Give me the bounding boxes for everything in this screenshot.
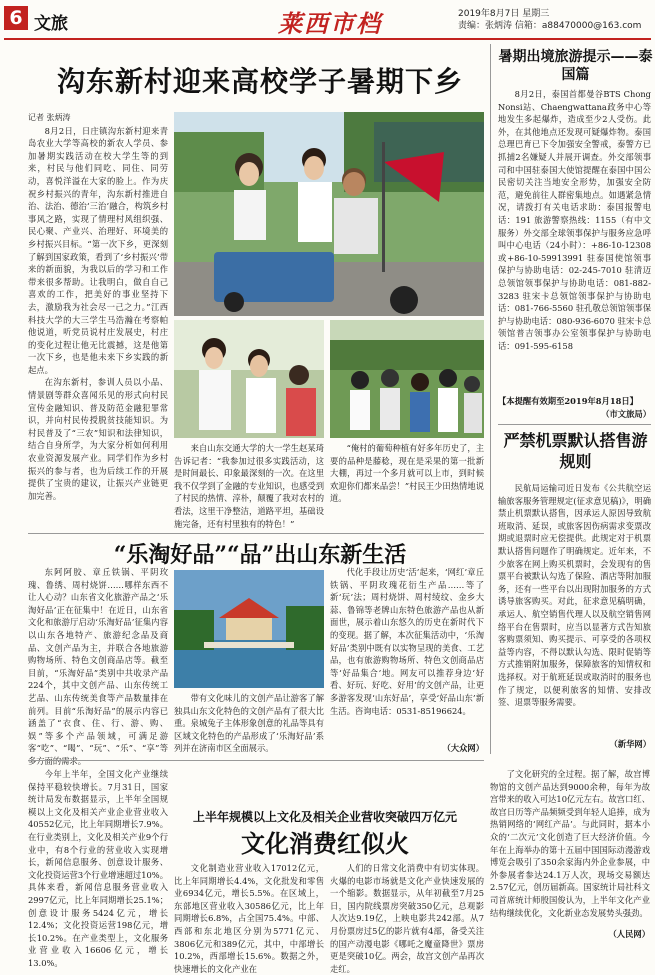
article1-byline: 记者 张炳涛 [28, 113, 71, 122]
article3-col3-text: 人们的日常文化消费中有切实体现。火爆的电影市场就是文化产业快速发展的一个缩影。数据显示，从年初截至7月25日，国内院线票房突破350亿元，总观影人次达9.19亿，上映电影共242部。从7月份票房过5亿的影片就有4部，备受关注的国产动漫电影《哪吒之魔童降世》票房更是突破10亿。两会，故宫文创产品再次走红。 [330, 863, 484, 974]
page-header [0, 0, 655, 40]
sidebar1-title: 暑期出境旅游提示——泰国篇 [498, 49, 653, 83]
editor-info: 责编：张炳涛 信箱：a88470000@163.com [458, 21, 642, 31]
section-name: 文旅 [34, 14, 68, 34]
page-number: 6 [4, 6, 28, 30]
sidebar-divider [490, 44, 491, 754]
article1-headline: 沟东新村迎来高校学子暑期下乡 [56, 65, 463, 98]
article3-col2-text: 文化制造业营业收入17012亿元，比上年同期增长4.4%，文化批发和零售业6934亿元，增长5.5%。在区域上，东部地区营业收入30586亿元，比上年同期增长6.8%，占全国75.4%。中部、西部和东北地区分别为5771亿元、3806亿元和389亿元，其中，中部增长10.2%，西部增长15.6%。数据之外，快速增长的文化产业在 [174, 863, 324, 974]
photo-chinese-pavilion [174, 570, 324, 688]
article2-col2-text: 带有文化味儿的文创产品让游客了解独具山东文化特色的文创产品有了很大比重。泉城兔子主体形象创意的礼品等具有区域文化特色的产品形成了‘乐淘好品’系列并在济南市区全面展示。 [174, 693, 324, 754]
article3-col1-text: 今年上半年，全国文化产业继续保持平稳较快增长。7月31日，国家统计局发布数据显示，上半年全国规模以上文化及相关产业企业营业收入40552亿元，比上年同期增长7.9%。在行业类别上，文化及相关产业9个行业中，有8个行业的营业收入实现增长，新闻信息服务、创意设计服务、文化投资运营3个行业增速超过10%。具体来看，新闻信息服务营业收入2997亿元，比上年同期增长25.1%；创意设计服务5424亿元，增长12.4%；文化投资运营198亿元，增长10.2%。在产业类型上，文化服务业营业收入16606亿元，增长13.0%。 [28, 769, 168, 968]
header-meta [458, 8, 641, 32]
article2-source: （大众网） [442, 743, 484, 753]
article2-col3 [330, 566, 484, 744]
issue-date: 2019年8月7日 星期三 [458, 9, 550, 19]
sidebar1-body [498, 88, 651, 394]
article2-col2 [174, 692, 324, 752]
sidebar2-source: （新华网） [609, 739, 651, 749]
article3-col4-text: 了文化研究的全过程。据了解，故宫博物馆的文创产品达到9000余种，每年为故宫带来的收入可达10亿元左右。故宫口红、故宫日历等产品频频受到年轻人追捧，成为热销网络的‘网红产品’。与此同时，据本小众的‘二次元’文化创造了巨大经济价值。今年在上海举办的第十五届中国国际动漫游戏博览会吸引了350余家海内外企业参展，中外参展者参达24.1万人次，现场交易额达2.57亿元，创历届新高。国家统计局社科文司首席统计师殷国俊认为，上半年文化产业结构继续优化，文化新业态发展势头强劲。 [490, 769, 650, 918]
header-rule [4, 38, 651, 40]
article2-col1 [28, 566, 168, 752]
article2-col1-text: 东阿阿胶、章丘铁锅、平阴玫瑰、鲁绣、周村烧饼……哪样东西不让人心动？山东省文化旅游产品之‘乐淘好品’正在征集中！在近日，山东省文化和旅游厅启动‘乐淘好品’征集内容以山东各地特产、旅游纪念品及商品、文创产品为主，并联合各地旅游购物场所、特色文创商品店等。截至目前，“乐淘好品”类别中共收录产品224个，其中文创产品、山东传统工艺品、山东传统美食等产品数量排在前列。目前“乐淘好品”的展示内容已涵盖了“衣食、住、行、游、购、娱”等多个产品领域，可满足游客“吃”、“喝”、“玩”、“乐”、“享”等 [28, 567, 168, 754]
article3-col4 [490, 768, 650, 928]
article1-col3-text: 来自山东交通大学的大一学生赵某琦告诉记者：“我参加过很多实践活动，这是时间最长、印象最深刻的一次。在这里我不仅学到了金融的专业知识，也感受到了村民的热情、淳朴，颠覆了我对农村的看法，这里干净整洁，道路平坦，基础设施完备，还有村里独有的特色！” [174, 443, 324, 529]
article3-col3 [330, 862, 484, 974]
article1-col4-text: “俺村的葡萄种植有好多年历史了，主要的品种是藤稔，现在是采果的第一批新大棚，再过一个多月就可以上市，到时候欢迎你们都来品尝！”村民王少田热情地说道。 [330, 443, 484, 504]
article1-col1 [28, 112, 168, 520]
sidebar1-source: （市文旅局） [601, 409, 651, 419]
photo-students-smile [174, 320, 324, 438]
article3-col2 [174, 862, 324, 974]
sidebar-divider-h [498, 424, 651, 425]
article2-headline: “乐淘好品”“品”出山东新生活 [113, 542, 407, 568]
photo-students-tricycle [174, 112, 484, 316]
article3-headline: 文化消费红似火 [241, 829, 409, 858]
sidebar2-title: 严禁机票默认搭售游规则 [503, 431, 648, 471]
article1-col4 [330, 442, 484, 532]
article3-subtitle: 上半年规模以上文化及相关企业营收突破四万亿元 [192, 810, 457, 824]
article1-col2-text: 在沟东新村，参训人员以小品、情景剧等群众喜闻乐见的形式向村民宣传金融知识、普及防范金融犯罪常识，并向村民传授脱贫技能知识。为村民普及了“三农”知识和法律知识，结合自身所学，为大家分析如何利用农业资源发展产业。同学们作为乡村振兴的参与者，也为后续工作的开展提供了宝贵的建议，让振兴产业链更加完善。 [28, 377, 168, 501]
divider-1 [28, 533, 484, 534]
sidebar1-valid: 【本提醒有效期至2019年8月18日】 [498, 396, 638, 406]
sidebar2-body [498, 482, 651, 736]
sidebar2-text: 民航局运输司近日发布《公共航空运输旅客服务管理规定(征求意见稿)》，明确禁止机票默认搭售，因承运人原因导致航班取消、延误，或旅客因伤病需求变票改期或退票时应无偿提供。此规定对于机票默认搭售问题作了明确规定。近年来，不少旅客在网上购买机票时，会发现有的售票平台被默认勾选了保险、酒店等附加服务，还有一些平台以出现附加服务的方式诱导旅客购买。对此，征求意见稿明确，承运人、航空销售代理人以及航空销售网络平台在售票时，应当以显著方式告知旅客购票须知、购买提示、可享受的各项权益等内容，不得以默认勾选、限时促销等方式推销附加服务，保障旅客的知情权和选择权。对于航班延误或取消时的服务也作了规定，以便利旅客的知情、安排改签、退票等服务需要。 [498, 483, 651, 708]
masthead-logo: 莱西市档 [278, 9, 382, 38]
photo-village-crowd [330, 320, 484, 438]
article2-col3-text: 代化手段让历史‘活’起来，‘网红’章丘铁锅、平阴玫瑰花衍生产品……等了新‘玩’法；周村烧饼、周村绫纹、金乡大蒜、鲁锦等老牌山东特色旅游产品也从新面世，展示着山东悠久的历史在新时代下的变现。据了解，本次征集活动中，‘乐淘好品’类别中既有以实物呈现的美食、工艺品，也有旅游购物场所、特色文创商品店等‘好品集合’地。网友可以推荐身边‘好看、好玩、好吃、好用’的文创产品，让更多游客发现‘山东好品’，享受‘好品山东’新生活。咨询电话：0531-85196624。 [330, 567, 484, 716]
article3-col1 [28, 768, 168, 968]
article1-col1-text: 8月2日，日庄镇沟东新村迎来青岛农业大学等高校的新农人学员、参加暑期实践活动在校大学生等的到来，村民与他们同吃、同住、同劳动，喜悦洋溢在大家的脸上。作为庆祝乡村振兴的青年，沟东新村推进自治、法治、德治‘三治’融合，构筑乡村事风之路，实现了情理村风组织强、民心聚、产业兴、治理好、环境美的乡村振兴目标。“第一次下乡，更深刻了解到国家政策，看到了‘乡村振兴’带来的新面貌，为我以后的学习和工作带来很多帮助。让我明白，做自自己喜欢的工作，把美好的事业坚持下去，激励我为社会尽一己之力。”江西科技大学的大三学生马浩瀚在考察帕他说道，听党员说村庄发展史，村庄的变化过程让他无比震撼，这是他第一次下乡，也是他未来下乡实践的新起点。 [28, 125, 168, 375]
sidebar1-text: 8月2日，泰国首都曼谷BTS Chong Nonsi站、Chaengwattana政务中心等地发生多起爆炸，造成至少2人受伤。此外，在其他地点还发现可疑爆炸物。泰国总理巴育已下令加强安全警戒，泰警方已抓捕2名嫌疑人并展开调查。外交部领事司和中国驻泰国大使馆提醒在泰国中国公民密切关注当地安全形势，加强安全防范，避免前往人群密集地点。如遇紧急情况，请拨打有关电话求助：泰国报警电话：191 旅游警察热线：1155（有中文服务）外交部全球领事保护与服务应急呼叫中心电话（24小时）：+86-10-12308或+86-10-59913991 驻泰国使馆领事保护与协助电话：02-245-7010 驻清迈总领馆领事保护与协助电话：081-882-3283 驻宋卡总领馆领事保护与协助电话：081-766-5560 驻孔敬总领馆领事保护与协助电话：080-936-6070 驻宋卡总领馆普吉领事办公室领事保护与协助电话：091-595-6158 [498, 89, 651, 351]
article3-source: （人民网） [608, 929, 650, 939]
divider-2 [28, 760, 484, 761]
article1-col3 [174, 442, 324, 532]
